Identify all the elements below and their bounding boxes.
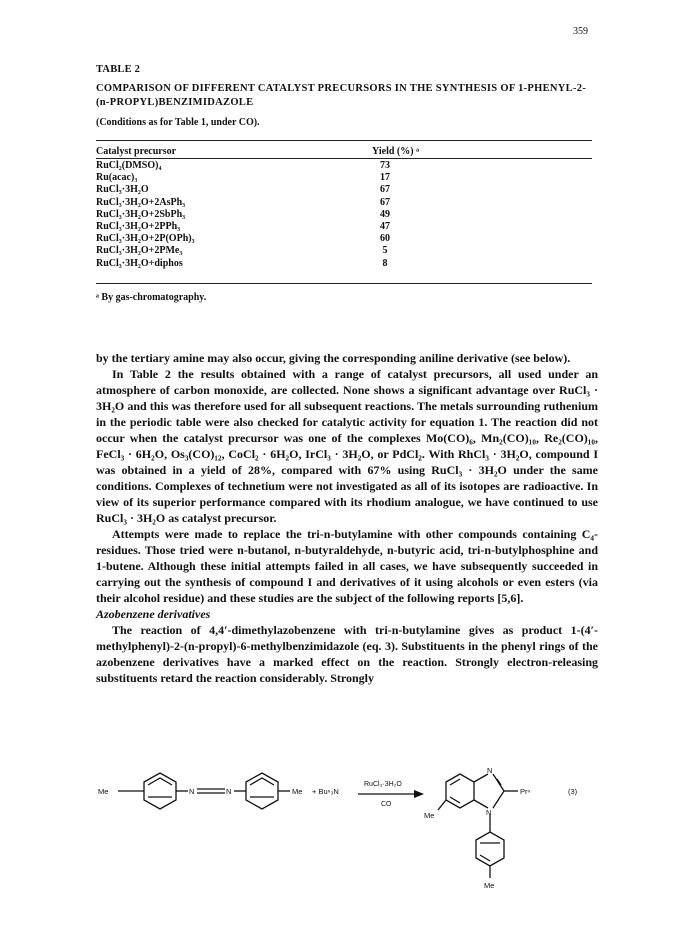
paragraph: by the tertiary amine may also occur, giving the corresponding aniline derivative (see below).	[96, 351, 571, 365]
carbon-monoxide-label: CO	[381, 801, 392, 808]
yield-cell: 73	[380, 160, 390, 171]
paragraph: Attempts were made to replace the tri-n-butylamine with other compounds containing C₄-residues. Those tried were n-butanol, n-butyraldehyde, n-butyric acid, tri-n-butylphosphine and 1-butene. Although these initial attempts failed in all cases, we have subsequently succeeded in carrying out the synthesis of compound I and derivatives of it using alcohols or even esters (via their alcohol residue) and these studies are the subject of the following reports [5,6].	[96, 527, 598, 605]
table-body	[96, 160, 592, 270]
table-footnote: ᵃ By gas-chromatography.	[96, 292, 207, 303]
paragraph: The reaction of 4,4′-dimethylazobenzene with tri-n-butylamine gives as product 1-(4′-methylphenyl)-2-(n-propyl)-6-methylbenzimidazole (eq. 3). Substituents in the phenyl rings of the azobenzene derivatives have a marked effect on the reaction. Strongly electron-releasing substituents retard the reaction considerably. Strongly	[96, 623, 598, 685]
azo-right-methyl-label: Me	[292, 787, 303, 796]
yield-cell: 67	[380, 196, 390, 208]
col-header-catalyst: Catalyst precursor	[96, 146, 177, 157]
reaction-scheme	[90, 752, 610, 927]
catalyst-cell: RuCl₃·3H₂O+2AsPh₃	[96, 196, 186, 208]
table-row	[96, 221, 592, 233]
page-number: 359	[573, 26, 588, 37]
propyl-label: Prⁿ	[520, 787, 531, 796]
equation-number: (3)	[568, 787, 578, 796]
imidazole-ring	[493, 774, 504, 808]
catalyst-cell: RuCl₃·3H₂O+2PPh₃	[96, 220, 181, 232]
section-heading: Azobenzene derivatives	[96, 607, 211, 621]
yield-cell: 5	[382, 245, 388, 257]
azo-nitrogen-label: N	[226, 787, 232, 796]
bond	[438, 800, 446, 810]
catalyst-label: RuCl₃·3H₂O	[364, 781, 402, 788]
table-row	[96, 245, 592, 257]
bond	[474, 774, 488, 782]
table-row	[96, 209, 592, 221]
product-methyl-label: Me	[424, 811, 435, 820]
reaction-arrow-head	[414, 790, 424, 798]
table-header-rule	[96, 158, 592, 159]
bond	[450, 779, 460, 785]
catalyst-cell: RuCl₃·3H₂O+2PMe₃	[96, 245, 183, 257]
table-label: TABLE 2	[96, 64, 141, 75]
yield-cell: 17	[380, 172, 390, 184]
yield-cell: 8	[382, 257, 388, 269]
table-row	[96, 160, 592, 172]
azo-left-methyl-label: Me	[98, 787, 109, 796]
yield-cell: 67	[380, 184, 390, 196]
amine-reagent-label: + Buⁿ₃N	[312, 787, 339, 796]
catalyst-cell: Ru(acac)₃	[96, 172, 138, 184]
product-nitrogen-label: N	[486, 808, 492, 817]
tolyl-methyl-label: Me	[484, 881, 495, 890]
table-row	[96, 197, 592, 209]
table-row	[96, 258, 592, 270]
col-header-yield: Yield (%) ᵃ	[372, 146, 419, 157]
table-row	[96, 172, 592, 184]
catalyst-cell: RuCl₃·3H₂O+2P(OPh)₃	[96, 233, 195, 245]
azo-nitrogen-label: N	[189, 787, 195, 796]
catalyst-cell: RuCl₃·3H₂O	[96, 184, 149, 196]
table-title: COMPARISON OF DIFFERENT CATALYST PRECURSORS IN THE SYNTHESIS OF 1-PHENYL-2-(n-PROPYL)BENZIMIDAZOLE	[96, 83, 587, 108]
table-top-rule	[96, 140, 592, 141]
body-text	[96, 350, 598, 686]
catalyst-cell: RuCl₃·3H₂O+2SbPh₃	[96, 208, 186, 220]
table-bottom-rule	[96, 283, 592, 284]
yield-cell: 60	[380, 233, 390, 245]
yield-cell: 49	[380, 208, 390, 220]
left-ring-inner-bonds	[148, 778, 172, 785]
table-conditions: (Conditions as for Table 1, under CO).	[96, 117, 260, 128]
product-nitrogen-label: N	[487, 766, 493, 775]
bond	[474, 800, 488, 808]
bond	[480, 855, 490, 861]
table-row	[96, 233, 592, 245]
table-row	[96, 184, 592, 196]
paragraph: In Table 2 the results obtained with a range of catalyst precursors, all used under an atmosphere of carbon monoxide, are collected. None shows a significant advantage over RuCl₃ · 3H₂O and this was therefore used for all subsequent reactions. The metals surrounding ruthenium in the periodic table were also checked for catalytic activity for equation 1. The reaction did not occur when the catalyst precursor was one of the complexes Mo(CO)₆, Mn₂(CO)₁₀, Re₂(CO)₁₀, FeCl₃ · 6H₂O, Os₃(CO)₁₂, CoCl₂ · 6H₂O, IrCl₃ · 3H₂O, or PdCl₂. With RhCl₃ · 3H₂O, compound I was obtained in a yield of 28%, compared with 67% using RuCl₃ · 3H₂O under the same conditions. Complexes of technetium were not investigated as all of its isotopes are radioactive. In view of its superior performance compared with its rhodium analogue, we have continued to use RuCl₃ · 3H₂O as catalyst precursor.	[96, 367, 598, 525]
right-ring-inner-bonds	[250, 778, 274, 785]
yield-cell: 47	[380, 220, 390, 232]
catalyst-cell: RuCl₂(DMSO)₄	[96, 160, 162, 171]
bond	[450, 797, 460, 803]
catalyst-cell: RuCl₃·3H₂O+diphos	[96, 257, 183, 269]
